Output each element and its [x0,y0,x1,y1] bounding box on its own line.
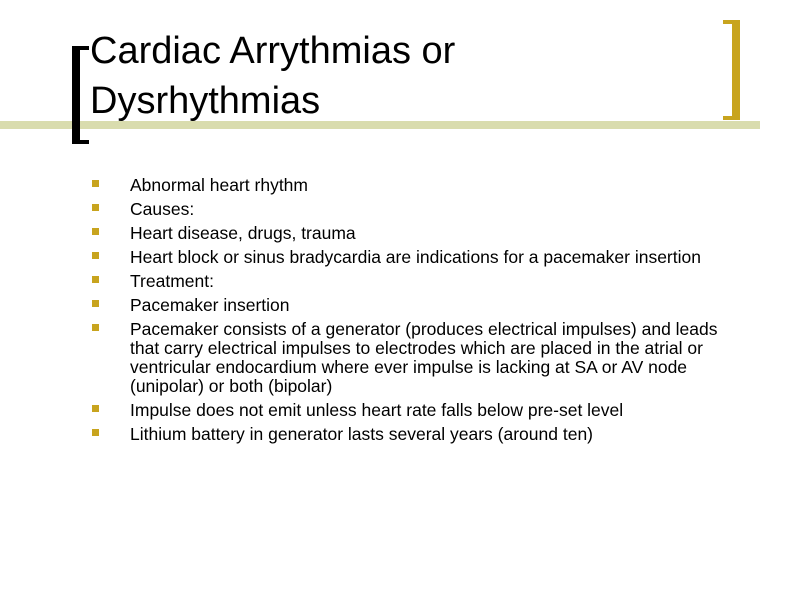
bullet-text: Heart block or sinus bradycardia are indications for a pacemaker insertion [130,247,701,267]
right-bracket-decoration [732,20,740,120]
bullet-item [92,200,742,219]
bullet-item [92,248,742,267]
bullet-item [92,425,742,444]
square-bullet-icon [92,429,99,436]
bullet-text: Causes: [130,199,195,219]
square-bullet-icon [92,324,99,331]
bullet-item [92,224,742,243]
square-bullet-icon [92,252,99,259]
bullet-item [92,296,742,315]
square-bullet-icon [92,300,99,307]
square-bullet-icon [92,228,99,235]
bullet-item [92,176,742,195]
bullet-text: Treatment: [130,271,214,291]
bullet-text: Pacemaker consists of a generator (produces electrical impulses) and leads that carry electrical impulses to electrodes which are placed in the atrial or ventricular endocardium where ever impulse is lacking at SA or AV node (unipolar) or both (bipolar) [130,319,718,396]
bullet-text: Pacemaker insertion [130,295,290,315]
square-bullet-icon [92,204,99,211]
bullet-item [92,320,742,396]
bullet-list [92,176,742,449]
bullet-text: Impulse does not emit unless heart rate falls below pre-set level [130,400,624,420]
bullet-item [92,401,742,420]
square-bullet-icon [92,405,99,412]
title-line-2: Dysrhythmias [90,80,321,122]
bullet-text: Lithium battery in generator lasts several years (around ten) [130,424,594,444]
left-bracket-decoration [72,46,80,144]
title-line-1: Cardiac Arrythmias or [90,30,456,72]
square-bullet-icon [92,180,99,187]
bullet-text: Heart disease, drugs, trauma [130,223,356,243]
bullet-text: Abnormal heart rhythm [130,175,308,195]
slide-title [90,26,710,126]
bullet-item [92,272,742,291]
square-bullet-icon [92,276,99,283]
